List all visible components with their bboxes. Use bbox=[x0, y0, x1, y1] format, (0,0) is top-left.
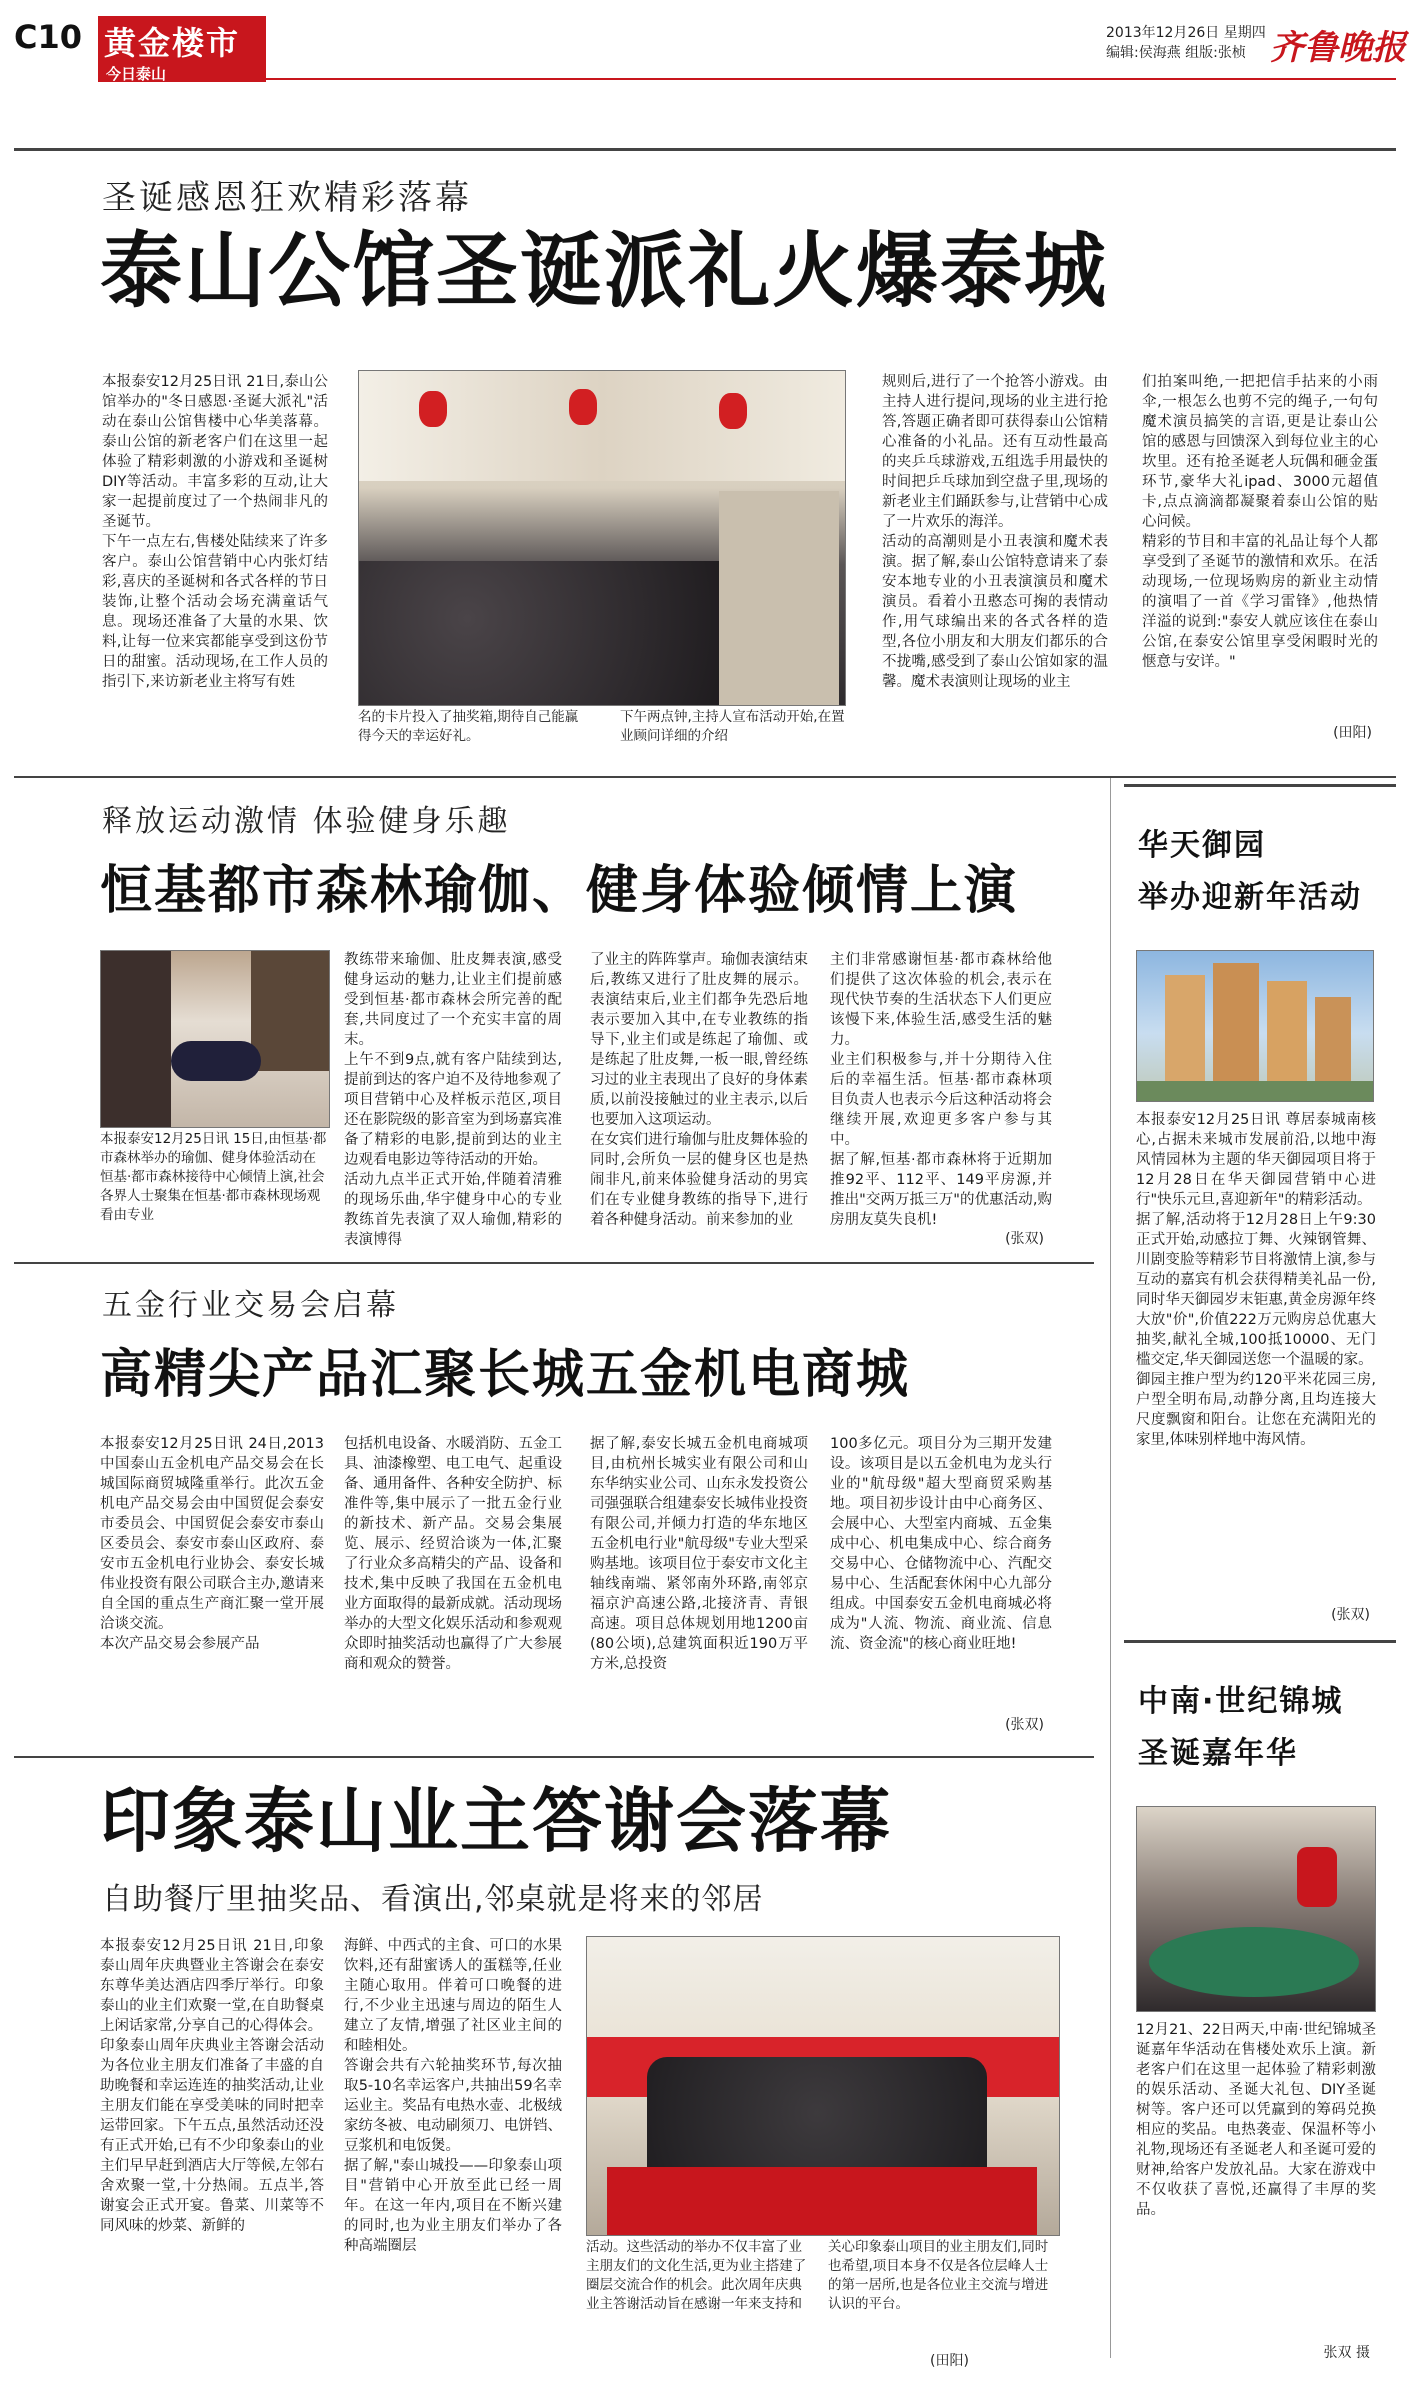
story1-kicker: 圣诞感恩狂欢精彩落幕 bbox=[102, 178, 472, 218]
story3-col2: 包括机电设备、水暖消防、五金工具、油漆橡塑、电工电气、起重设备、通用备件、各种安全防护、标准件等,集中展示了一批五金行业的新技术、新产品。交易会集展览、展示、经贸洽谈为一体,汇聚了行业众多高精尖的产品、设备和技术,集中反映了我国在五金机电业方面取得的最新成就。活动现场举办的大型文化娱乐活动和参观观众即时抽奖活动也赢得了广大参展商和观众的赞誉。 bbox=[344, 1436, 562, 1672]
story1-col4: 们拍案叫绝,一把把信手拈来的小雨伞,一根怎么也剪不完的绳子,一句句魔术演员搞笑的言语,更是让泰山公馆的感恩与回馈深入到每位业主的心坎里。还有抢圣诞老人玩偶和砸金蛋环节,豪华大礼ipad、3000元超值卡,点点滴滴都凝聚着泰山公馆的贴心问候。 精彩的节目和丰富的礼品让每个人都享受到了圣诞节的激情和欢乐。在活动现场,一位现场购房的新业主动情的演唱了一首《学习雷锋》,他热情洋溢的说到:"泰安人就应该住在泰山公馆,在泰安公馆里享受闲暇时光的惬意与安详。" bbox=[1142, 374, 1378, 670]
story1-headline: 泰山公馆圣诞派礼火爆泰城 bbox=[100, 224, 1109, 319]
story4-byline: (田阳) bbox=[930, 2353, 969, 2369]
story4-photo bbox=[586, 1936, 1060, 2236]
date-line: 2013年12月26日 星期四 bbox=[1106, 25, 1266, 41]
story3-byline: (张双) bbox=[1005, 1717, 1044, 1733]
side1-body: 本报泰安12月25日讯 尊居泰城南核心,占据未来城市发展前沿,以地中海风情园林为主题的华天御园项目将于12月28日在华天御园营销中心进行"快乐元旦,喜迎新年"的精彩活动。 据了解,活动将于12月28日上午9:30正式开始,动感拉丁舞、火辣钢管舞、川剧变脸等精彩节目将激情上演,参与互动的嘉宾有机会获得精美礼品一份,同时华天御园岁末钜惠,黄金房源年终大放"价",价值222万元购房总优惠大抽奖,献礼全城,100抵10000、无门槛交定,华天御园送您一个温暖的家。 御园主推户型为约120平米花园三房,户型全明布局,动静分离,且均连接大尺度飘窗和阳台。让您在充满阳光的家里,体味别样地中海风情。 bbox=[1136, 1112, 1376, 1448]
side2-byline: 张双 摄 bbox=[1323, 2345, 1370, 2361]
side1-byline: (张双) bbox=[1331, 1607, 1370, 1623]
story1-caption-left: 名的卡片投入了抽奖箱,期待自己能赢得今天的幸运好礼。 bbox=[358, 709, 579, 744]
story4-caption-right: 关心印象泰山项目的业主朋友们,同时也希望,项目本身不仅是各位层峰人士的第一居所,也是各位业主交流与增进认识的平台。 bbox=[828, 2239, 1049, 2312]
side2-body: 12月21、22日两天,中南·世纪锦城圣诞嘉年华活动在售楼处欢乐上演。新老客户们在这里一起体验了精彩刺激的娱乐活动、圣诞大礼包、DIY圣诞树等。客户还可以凭赢到的筹码兑换相应的奖品。电热袭壶、保温杯等小礼物,现场还有圣诞老人和圣诞可爱的财神,给客户发放礼品。大家在游戏中不仅收获了喜悦,还赢得了丰厚的奖品。 bbox=[1136, 2022, 1376, 2218]
sidebar-divider bbox=[1110, 778, 1111, 2358]
paper-logo: 齐鲁晚报 bbox=[1270, 28, 1406, 68]
story2-headline: 恒基都市森林瑜伽、健身体验倾情上演 bbox=[100, 861, 1019, 921]
story3-col1: 本报泰安12月25日讯 24日,2013中国泰山五金机电产品交易会在长城国际商贸城隆重举行。此次五金机电产品交易会由中国贸促会泰安市委员会、中国贸促会泰安市泰山区委员会、泰安市泰山区政府、泰安市五金机电行业协会、泰安长城伟业投资有限公司联合主办,邀请来自全国的重点生产商汇聚一堂开展洽谈交流。 本次产品交易会参展产品 bbox=[100, 1436, 324, 1652]
section-title: 黄金楼市 bbox=[104, 24, 241, 62]
story1-col1: 本报泰安12月25日讯 21日,泰山公馆举办的"冬日感恩·圣诞大派礼"活动在泰山公馆售楼中心华美落幕。泰山公馆的新老客户们在这里一起体验了精彩刺激的小游戏和圣诞树DIY等活动。丰富多彩的互动,让大家一起提前度过了一个热闹非凡的圣诞节。 下午一点左右,售楼处陆续来了许多客户。泰山公馆营销中心内张灯结彩,喜庆的圣诞树和各式各样的节日装饰,让整个活动会场充满童话气息。现场还准备了大量的水果、饮料,让每一位来宾都能享受到这份节日的甜蜜。活动现场,在工作人员的指引下,来访新老业主将写有姓 bbox=[102, 374, 328, 690]
story3-bottom-rule bbox=[14, 1756, 1094, 1758]
side2-title-line2: 圣诞嘉年华 bbox=[1138, 1736, 1298, 1771]
sidebar1-top-rule bbox=[1124, 784, 1396, 787]
story3-col3: 据了解,泰安长城五金机电商城项目,由杭州长城实业有限公司和山东华纳实业公司、山东永发投资公司强强联合组建泰安长城伟业投资有限公司,并倾力打造的华东地区五金机电行业"航母级"专业大型采购基地。该项目位于泰安市文化主轴线南端、紧邻南外环路,南邻京福京沪高速公路,北接济青、青银高速。项目总体规划用地1200亩(80公顷),总建筑面积近190万平方米,总投资 bbox=[590, 1436, 808, 1672]
editor-line: 编辑:侯海燕 组版:张桢 bbox=[1106, 45, 1246, 61]
page-number-tab bbox=[14, 18, 102, 68]
side2-title-line1: 中南·世纪锦城 bbox=[1138, 1684, 1344, 1719]
story2-photo bbox=[100, 950, 330, 1128]
sidebar2-top-rule bbox=[1124, 1640, 1396, 1643]
side1-title-line2: 举办迎新年活动 bbox=[1138, 880, 1362, 915]
story1-caption-right: 下午两点钟,主持人宣布活动开始,在置业顾问详细的介绍 bbox=[620, 709, 845, 744]
story1-bottom-rule bbox=[14, 776, 1396, 778]
story2-photo-caption: 本报泰安12月25日讯 15日,由恒基·都市森林举办的瑜伽、健身体验活动在恒基·都市森林接待中心倾情上演,社会各界人士聚集在恒基·都市森林现场观看由专业 bbox=[100, 1131, 327, 1223]
story2-bottom-rule bbox=[14, 1262, 1094, 1264]
story1-byline: (田阳) bbox=[1333, 725, 1372, 741]
story2-col3: 了业主的阵阵掌声。瑜伽表演结束后,教练又进行了肚皮舞的展示。表演结束后,业主们都争先恐后地表示要加入其中,在专业教练的指导下,业主们或是练起了瑜伽、或是练起了肚皮舞,一板一眼,曾经练习过的业主表现出了良好的身体素质,以前没接触过的业主表示,以后也要加入这项运动。 在女宾们进行瑜伽与肚皮舞体验的同时,会所负一层的健身区也是热闹非凡,前来体验健身活动的男宾们在专业健身教练的指导下,进行着各种健身活动。前来参加的业 bbox=[590, 952, 808, 1228]
subsection-title: 今日泰山 bbox=[106, 65, 167, 83]
story3-kicker: 五金行业交易会启幕 bbox=[102, 1288, 399, 1323]
story2-byline: (张双) bbox=[1005, 1231, 1044, 1247]
story1-photo bbox=[358, 370, 846, 706]
side1-photo bbox=[1136, 950, 1374, 1102]
story3-headline: 高精尖产品汇聚长城五金机电商城 bbox=[100, 1345, 911, 1405]
story1-top-rule bbox=[14, 148, 1396, 151]
story2-col4: 主们非常感谢恒基·都市森林给他们提供了这次体验的机会,表示在现代快节奏的生活状态下人们更应该慢下来,体验生活,感受生活的魅力。 业主们积极参与,并十分期待入住后的幸福生活。恒基·都市森林项目负责人也表示今后这种活动将会继续开展,欢迎更多客户参与其中。 据了解,恒基·都市森林将于近期加推92平、112平、149平房源,并推出"交两万抵三万"的优惠活动,购房朋友莫失良机! bbox=[830, 952, 1052, 1228]
story3-col4: 100多亿元。项目分为三期开发建设。该项目是以五金机电为龙头行业的"航母级"超大型商贸采购基地。项目初步设计由中心商务区、会展中心、大型室内商城、五金集成中心、机电集成中心、综合商务交易中心、仓储物流中心、汽配交易中心、生活配套休闲中心九部分组成。中国泰安五金机电商城必将成为"人流、物流、商业流、信息流、资金流"的核心商业旺地! bbox=[830, 1436, 1052, 1652]
story4-col2: 海鲜、中西式的主食、可口的水果饮料,还有甜蜜诱人的蛋糕等,任业主随心取用。伴着可口晚餐的进行,不少业主迅速与周边的陌生人建立了友情,增强了社区业主间的和睦相处。 答谢会共有六轮抽奖环节,每次抽取5-10名幸运客户,共抽出59名幸运业主。奖品有电热水壶、北极绒家纺冬被、电动刷须刀、电饼铛、豆浆机和电饭煲。 据了解,"泰山城投——印象泰山项目"营销中心开放至此已经一周年。在这一年内,项目在不断兴建的同时,也为业主朋友们举办了各种高端圈层 bbox=[344, 1938, 562, 2254]
story4-col1: 本报泰安12月25日讯 21日,印象泰山周年庆典暨业主答谢会在泰安东尊华美达酒店四季厅举行。印象泰山的业主们欢聚一堂,在自助餐桌上闲话家常,分享自己的心得体会。 印象泰山周年庆典业主答谢会活动为各位业主朋友们准备了丰盛的自助晚餐和幸运连连的抽奖活动,让业主朋友们能在享受美味的同时把幸运带回家。下午五点,虽然活动还没有正式开始,已有不少印象泰山的业主们早早赶到酒店大厅等候,左邻右舍欢聚一堂,十分热闹。五点半,答谢宴会正式开宴。鲁菜、川菜等不同风味的炒菜、新鲜的 bbox=[100, 1938, 324, 2234]
story2-col2: 教练带来瑜伽、肚皮舞表演,感受健身运动的魅力,让业主们提前感受到恒基·都市森林会所完善的配套,共同度过了一个充实丰富的周末。 上午不到9点,就有客户陆续到达,提前到达的客户迫不及待地参观了项目营销中心及样板示范区,项目还在影院级的影音室为到场嘉宾准备了精彩的电影,提前到达的业主边观看电影边等待活动的开始。 活动九点半正式开始,伴随着清雅的现场乐曲,华宇健身中心的专业教练首先表演了双人瑜伽,精彩的表演博得 bbox=[344, 952, 562, 1248]
header-rule bbox=[266, 78, 1396, 80]
story1-col3: 规则后,进行了一个抢答小游戏。由主持人进行提问,现场的业主进行抢答,答题正确者即可获得泰山公馆精心准备的小礼品。还有互动性最高的夹乒乓球游戏,五组选手用最快的时间把乒乓球加到空盘子里,现场的新老业主们踊跃参与,让营销中心成了一片欢乐的海洋。 活动的高潮则是小丑表演和魔术表演。据了解,泰山公馆特意请来了泰安本地专业的小丑表演演员和魔术演员。看着小丑憨态可掬的表情动作,用气球编出来的各式各样的造型,各位小朋友和大朋友们都乐的合不拢嘴,感受到了泰山公馆如家的温馨。魔术表演则让现场的业主 bbox=[882, 374, 1108, 690]
story4-headline: 印象泰山业主答谢会落幕 bbox=[100, 1780, 892, 1862]
story2-kicker: 释放运动激情 体验健身乐趣 bbox=[102, 804, 511, 839]
side2-photo bbox=[1136, 1806, 1376, 2012]
page-number: C10 bbox=[14, 18, 83, 56]
story4-subhead: 自助餐厅里抽奖品、看演出,邻桌就是将来的邻居 bbox=[102, 1882, 764, 1917]
story4-caption-left: 活动。这些活动的举办不仅丰富了业主朋友们的文化生活,更为业主搭建了圈层交流合作的机会。此次周年庆典业主答谢活动旨在感谢一年来支持和 bbox=[586, 2239, 807, 2312]
side1-title-line1: 华天御园 bbox=[1138, 828, 1266, 863]
